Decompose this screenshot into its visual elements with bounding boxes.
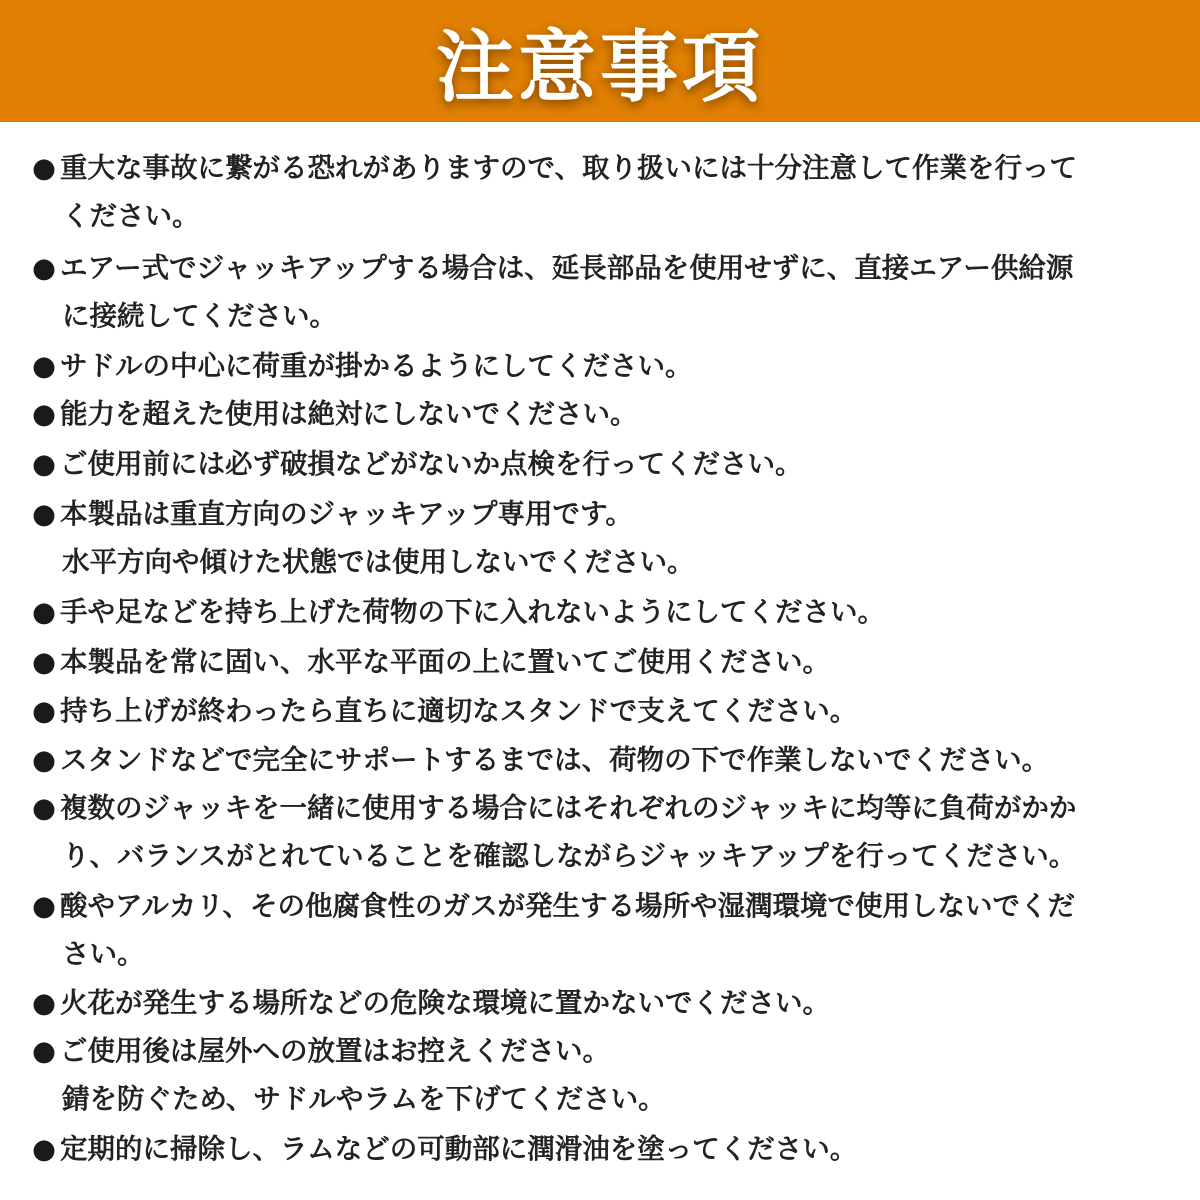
bullet-icon: ● xyxy=(32,498,56,530)
bullet-icon: ● xyxy=(32,744,56,776)
bullet-icon: ● xyxy=(32,1133,56,1165)
note-text-continued: に接続してください。 xyxy=(62,300,337,332)
note-text: スタンドなどで完全にサポートするまでは、荷物の下で作業しないでください。 xyxy=(60,744,1050,776)
note-text: 手や足などを持ち上げた荷物の下に入れないようにしてください。 xyxy=(60,596,885,628)
note-item xyxy=(32,390,1182,438)
bullet-icon: ● xyxy=(32,350,56,382)
note-item xyxy=(32,342,1182,390)
note-text-continued: 水平方向や傾けた状態では使用しないでください。 xyxy=(62,546,695,578)
bullet-icon: ● xyxy=(32,152,56,184)
note-text: 本製品は重直方向のジャッキアップ専用です。 xyxy=(60,498,633,530)
note-text: 本製品を常に固い、水平な平面の上に置いてご使用ください。 xyxy=(60,646,830,678)
bullet-icon: ● xyxy=(32,792,56,824)
note-item xyxy=(32,784,1182,880)
bullet-icon: ● xyxy=(32,1035,56,1067)
note-item xyxy=(32,244,1182,340)
note-text: ご使用後は屋外への放置はお控えください。 xyxy=(60,1035,610,1067)
note-item xyxy=(32,490,1182,586)
bullet-icon: ● xyxy=(32,252,56,284)
header-banner xyxy=(0,0,1200,122)
note-item xyxy=(32,588,1182,636)
note-text: 火花が発生する場所などの危険な環境に置かないでください。 xyxy=(60,987,830,1019)
note-text-continued: 錆を防ぐため、サドルやラムを下げてください。 xyxy=(62,1083,666,1115)
bullet-icon: ● xyxy=(32,890,56,922)
note-item xyxy=(32,979,1182,1027)
note-item xyxy=(32,144,1182,240)
note-text: ご使用前には必ず破損などがないか点検を行ってください。 xyxy=(60,448,803,480)
note-text: サドルの中心に荷重が掛かるようにしてください。 xyxy=(60,350,693,382)
note-text: 重大な事故に繋がる恐れがありますので、取り扱いには十分注意して作業を行って xyxy=(60,152,1077,184)
note-text-continued: り、バランスがとれていることを確認しながらジャッキアップを行ってください。 xyxy=(62,840,1077,872)
note-text: エアー式でジャッキアップする場合は、延長部品を使用せずに、直接エアー供給源 xyxy=(60,252,1074,284)
note-item xyxy=(32,882,1182,978)
note-text: 能力を超えた使用は絶対にしないでください。 xyxy=(60,398,638,430)
note-text: 複数のジャッキを一緒に使用する場合にはそれぞれのジャッキに均等に負荷がかか xyxy=(60,792,1077,824)
bullet-icon: ● xyxy=(32,596,56,628)
note-text: 酸やアルカリ、その他腐食性のガスが発生する場所や湿潤環境で使用しないでくだ xyxy=(60,890,1076,922)
page-title: 注意事項 xyxy=(435,23,764,113)
bullet-icon: ● xyxy=(32,987,56,1019)
note-item xyxy=(32,1125,1182,1173)
note-text: 定期的に掃除し、ラムなどの可動部に潤滑油を塗ってください。 xyxy=(60,1133,858,1165)
note-item xyxy=(32,687,1182,735)
note-item xyxy=(32,638,1182,686)
bullet-icon: ● xyxy=(32,646,56,678)
note-text-continued: ください。 xyxy=(62,200,200,232)
note-text: 持ち上げが終わったら直ちに適切なスタンドで支えてください。 xyxy=(60,695,858,727)
note-text-continued: さい。 xyxy=(62,938,145,970)
bullet-icon: ● xyxy=(32,448,56,480)
bullet-icon: ● xyxy=(32,695,56,727)
bullet-icon: ● xyxy=(32,398,56,430)
note-item xyxy=(32,440,1182,488)
note-item xyxy=(32,736,1182,784)
note-item xyxy=(32,1027,1182,1123)
